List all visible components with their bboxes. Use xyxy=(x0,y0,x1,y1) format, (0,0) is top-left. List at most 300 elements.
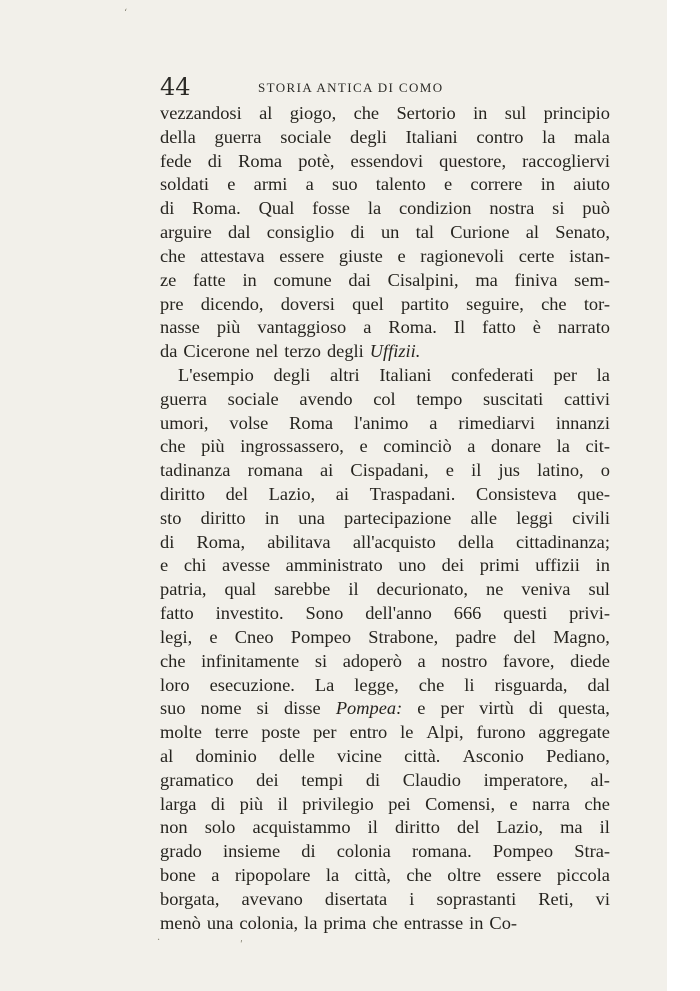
word: nome xyxy=(200,698,242,719)
word: amministrato xyxy=(285,555,383,576)
word: veniva xyxy=(521,579,571,600)
word: ma xyxy=(475,269,498,290)
word: degli xyxy=(326,341,364,362)
word: fatte xyxy=(193,269,226,290)
paper-speck: ʹ xyxy=(240,940,243,951)
word: e xyxy=(509,793,518,814)
word: all'acquisto xyxy=(352,531,436,552)
word: e xyxy=(397,245,406,266)
word: esecuzione. xyxy=(209,674,295,695)
word: delle xyxy=(279,745,315,766)
word: avendo xyxy=(299,388,353,409)
word: gramatico xyxy=(160,769,234,790)
word: ai xyxy=(335,484,350,504)
text-line xyxy=(160,483,610,507)
word: la xyxy=(596,364,610,385)
word: diritto xyxy=(160,484,205,504)
word: di xyxy=(207,150,223,171)
word: jus xyxy=(498,460,520,481)
word: potè, xyxy=(298,150,335,171)
word: aggregate xyxy=(538,722,610,743)
word: cittadinanza; xyxy=(516,531,610,552)
word: Roma xyxy=(238,150,283,171)
word: La xyxy=(314,674,335,695)
word: raccogliervi xyxy=(522,150,610,171)
paper-speck: ʻ xyxy=(124,8,128,19)
word: più xyxy=(201,436,225,457)
word: di xyxy=(210,793,226,814)
word: Traspadani. xyxy=(369,484,456,504)
text-line xyxy=(160,578,610,602)
word: Strabone, xyxy=(368,626,439,647)
word: imperatore, xyxy=(483,769,568,790)
text-line xyxy=(160,816,610,840)
word: guerra xyxy=(214,126,262,147)
word: piccola xyxy=(556,865,610,885)
word: Roma xyxy=(289,412,334,433)
word: consiglio xyxy=(266,222,335,243)
word: donare xyxy=(491,436,542,457)
text-line xyxy=(160,793,610,817)
page-number: 44 xyxy=(160,73,191,101)
text-line xyxy=(160,102,610,126)
word: solo xyxy=(204,817,236,838)
word: di xyxy=(365,769,381,790)
word: seguire, xyxy=(466,293,524,314)
word: essendovi xyxy=(350,150,424,171)
word: Alpi, xyxy=(426,722,464,743)
word: guerra xyxy=(160,388,207,409)
word: che xyxy=(353,103,380,123)
word: le xyxy=(400,722,414,743)
word: Co- xyxy=(489,912,518,933)
word: avevano xyxy=(241,888,303,909)
word: Pediano, xyxy=(546,745,610,766)
word: il xyxy=(277,793,288,814)
word: da xyxy=(160,341,178,362)
word: disertata xyxy=(324,888,388,909)
word: cit- xyxy=(585,436,610,457)
word: doversi xyxy=(280,293,335,314)
word: è xyxy=(532,317,541,338)
word: di xyxy=(160,198,175,219)
word: in xyxy=(264,507,280,528)
word: latino, xyxy=(537,460,584,481)
word: al xyxy=(160,745,174,766)
word: di xyxy=(160,531,175,552)
word: Cisalpini, xyxy=(387,269,459,290)
text-line xyxy=(160,602,610,626)
word: del xyxy=(456,817,480,838)
word: in xyxy=(595,555,610,576)
word: che xyxy=(372,912,398,933)
text-line xyxy=(160,697,610,721)
word: che xyxy=(160,650,186,671)
word: a xyxy=(211,865,220,885)
word: Sono xyxy=(305,603,344,624)
word: della xyxy=(458,531,494,552)
word: privi- xyxy=(569,603,610,624)
word: del xyxy=(225,484,249,504)
word: acquistammo xyxy=(252,817,351,838)
word: si xyxy=(314,650,328,671)
word: privilegio xyxy=(302,793,374,814)
text-line xyxy=(160,864,610,888)
word: o xyxy=(600,460,610,481)
word: disse xyxy=(283,698,321,719)
text-line xyxy=(160,840,610,864)
word: condizion xyxy=(398,198,472,219)
word: Il xyxy=(453,317,466,338)
word: investito. xyxy=(215,603,284,624)
word: Consisteva xyxy=(475,484,557,504)
word: Cispadani, xyxy=(350,460,429,481)
word: che xyxy=(418,674,445,695)
word: che xyxy=(584,793,610,814)
word: la xyxy=(542,126,556,147)
text-line xyxy=(160,507,610,531)
word: Stra- xyxy=(574,841,610,862)
word: confederati xyxy=(451,364,534,385)
word: che xyxy=(541,293,567,314)
word: Italiani xyxy=(379,364,432,385)
text-line xyxy=(160,150,610,174)
word: e xyxy=(417,698,426,719)
word: uno xyxy=(398,555,426,576)
word: quel xyxy=(352,293,384,314)
text-line xyxy=(160,388,610,412)
word: suo xyxy=(160,698,186,719)
word: uffizii xyxy=(535,555,580,576)
word: entrasse xyxy=(403,912,464,933)
text-line xyxy=(160,531,610,555)
word: partecipazione xyxy=(344,507,452,528)
word: dai xyxy=(348,269,371,290)
word: vantaggioso xyxy=(257,317,347,338)
page-edge xyxy=(667,0,700,991)
word: Italiani xyxy=(405,126,458,147)
word: fede xyxy=(160,150,192,171)
word: suo xyxy=(331,174,358,195)
text-line xyxy=(160,269,610,293)
text-line xyxy=(160,364,610,388)
word: a xyxy=(429,412,438,433)
word: Pompeo xyxy=(290,626,352,647)
word: sociale xyxy=(280,126,332,147)
text-line xyxy=(160,626,610,650)
word: la xyxy=(304,912,318,933)
word: più xyxy=(239,793,264,814)
word: certe xyxy=(518,245,555,266)
word: essere xyxy=(279,245,325,266)
word: sarebbe xyxy=(274,579,331,600)
word: legge, xyxy=(354,674,399,695)
word: comune xyxy=(273,269,332,290)
text-line xyxy=(160,293,610,317)
word: tor- xyxy=(583,293,610,314)
word: colonia, xyxy=(239,912,299,933)
word: Qual xyxy=(258,198,295,219)
word: e xyxy=(445,460,454,481)
word: di xyxy=(528,698,544,719)
word: sem- xyxy=(574,269,610,290)
word: giogo, xyxy=(289,103,337,123)
word: per xyxy=(553,364,577,385)
word: fosse xyxy=(312,198,350,219)
word: può xyxy=(582,198,610,219)
word: fatto xyxy=(160,603,194,624)
word: armi xyxy=(253,174,288,195)
word: degli xyxy=(350,126,387,147)
word: pei xyxy=(388,793,411,814)
word: oltre xyxy=(447,865,481,885)
word: non xyxy=(160,817,188,838)
word: favore, xyxy=(502,650,555,671)
word: li xyxy=(464,674,475,695)
word: dal xyxy=(228,222,251,243)
word: aiuto xyxy=(573,174,610,195)
text-line xyxy=(160,221,610,245)
word: l'animo xyxy=(353,412,409,433)
word: sto xyxy=(160,507,182,528)
word: Comensi, xyxy=(425,793,496,814)
word: vi xyxy=(595,888,610,909)
word: dei xyxy=(441,555,465,576)
word: pre xyxy=(160,293,184,314)
word: talento xyxy=(375,174,426,195)
word: partito xyxy=(400,293,449,314)
word: Lazio, xyxy=(268,484,316,504)
word: a xyxy=(305,174,314,195)
text-line xyxy=(160,745,610,769)
word: ripopolare xyxy=(234,865,311,885)
word: terre xyxy=(214,722,249,743)
word: innanzi xyxy=(555,412,610,433)
word: primi xyxy=(479,555,520,576)
word: colonia xyxy=(336,841,391,862)
word: cattivi xyxy=(563,388,610,409)
word: umori, xyxy=(160,412,209,433)
word: Roma. xyxy=(388,317,437,338)
word: contro xyxy=(476,126,524,147)
word: fatto xyxy=(482,317,516,338)
word: nostra xyxy=(489,198,535,219)
word: Asconio xyxy=(462,745,524,766)
word: a xyxy=(363,317,372,338)
word: mala xyxy=(574,126,610,147)
text-line xyxy=(160,197,610,221)
word: adoperò xyxy=(342,650,402,671)
word: avesse xyxy=(221,555,270,576)
word: grado xyxy=(160,841,202,862)
word: un xyxy=(380,222,400,243)
word: più xyxy=(216,317,241,338)
word: ragionevoli xyxy=(420,245,505,266)
word: suscitati xyxy=(483,388,544,409)
word: città, xyxy=(354,865,391,885)
word: la xyxy=(325,865,340,885)
word: insieme xyxy=(222,841,281,862)
word: nasse xyxy=(160,317,200,338)
word: Magno, xyxy=(553,626,610,647)
word: il xyxy=(348,579,359,600)
text-line xyxy=(160,459,610,483)
word: al xyxy=(525,222,540,243)
word: sociale xyxy=(227,388,279,409)
word: Roma, xyxy=(196,531,246,552)
word: risguarda, xyxy=(494,674,568,695)
word: la xyxy=(556,436,570,457)
word: romana. xyxy=(411,841,472,862)
word: patria, xyxy=(160,579,207,600)
text-line xyxy=(160,173,610,197)
word: leggi xyxy=(516,507,553,528)
word: che xyxy=(160,245,186,266)
word: dominio xyxy=(195,745,257,766)
word: istan- xyxy=(569,245,610,266)
text-line xyxy=(160,435,610,459)
word: diritto xyxy=(200,507,246,528)
word: in xyxy=(469,912,484,933)
word: Cneo xyxy=(234,626,274,647)
word: una xyxy=(298,507,325,528)
word: que- xyxy=(577,484,610,504)
word: Cicerone xyxy=(183,341,250,362)
word: ai xyxy=(319,460,334,481)
word: per xyxy=(440,698,465,719)
word: padre xyxy=(455,626,497,647)
word: per xyxy=(313,722,337,743)
word: principio xyxy=(543,103,610,123)
word: sul xyxy=(504,103,527,123)
running-title: STORIA ANTICA DI COMO xyxy=(258,80,444,95)
word: il xyxy=(367,817,378,838)
word: la xyxy=(367,198,382,219)
word: Roma. xyxy=(192,198,241,219)
word: loro xyxy=(160,674,190,695)
text-line xyxy=(160,412,610,436)
word: narrato xyxy=(557,317,610,338)
word: nel xyxy=(255,341,279,362)
word: dal xyxy=(587,674,610,695)
word: civili xyxy=(572,507,610,528)
word: infinitamente xyxy=(201,650,300,671)
word: Pompeo xyxy=(492,841,554,862)
word: chi xyxy=(183,555,207,576)
word: terzo xyxy=(284,341,321,362)
word: di xyxy=(301,841,316,862)
word: Claudio xyxy=(402,769,461,790)
word: altri xyxy=(330,364,360,385)
word: arguire xyxy=(160,222,212,243)
text-line xyxy=(160,888,610,912)
text-line xyxy=(160,316,610,340)
word: Lazio, xyxy=(496,817,544,838)
word: ma xyxy=(560,817,583,838)
word: questore, xyxy=(439,150,507,171)
word: della xyxy=(160,126,196,147)
word: legi, xyxy=(160,626,193,647)
word: Reti, xyxy=(538,888,574,909)
word: Pompea: xyxy=(335,698,403,719)
text-line xyxy=(160,554,610,578)
word: i xyxy=(409,888,415,909)
text-line xyxy=(160,650,610,674)
word: Uffizii. xyxy=(369,341,421,362)
word: dicendo, xyxy=(200,293,264,314)
word: borgata, xyxy=(160,888,220,909)
word: dell'anno xyxy=(365,603,432,624)
word: in xyxy=(540,174,555,195)
word: e xyxy=(359,436,368,457)
word: vicine xyxy=(336,745,382,766)
word: tal xyxy=(415,222,434,243)
word: si xyxy=(552,198,565,219)
word: entro xyxy=(349,722,388,743)
word: ze xyxy=(160,269,177,290)
word: tempo xyxy=(416,388,463,409)
word: Sertorio xyxy=(396,103,456,123)
word: dei xyxy=(256,769,279,790)
word: del xyxy=(513,626,536,647)
word: volse xyxy=(229,412,269,433)
word: e xyxy=(444,174,453,195)
word: rimediarvi xyxy=(458,412,535,433)
word: una xyxy=(206,912,234,933)
word: nostro xyxy=(441,650,488,671)
word: a xyxy=(467,436,476,457)
word: questa, xyxy=(558,698,610,719)
word: in xyxy=(473,103,488,123)
text-line xyxy=(160,674,610,698)
word: col xyxy=(373,388,396,409)
word: che xyxy=(406,865,432,885)
word: molte xyxy=(160,722,202,743)
text-line xyxy=(160,721,610,745)
word: vezzandosi xyxy=(160,103,242,123)
word: decurionato, xyxy=(376,579,469,600)
word: alle xyxy=(470,507,497,528)
word: questi xyxy=(503,603,548,624)
word: che xyxy=(160,436,186,457)
word: al- xyxy=(590,769,610,790)
word: ingrossassero, xyxy=(240,436,344,457)
text-line xyxy=(160,126,610,150)
word: poste xyxy=(261,722,301,743)
text-line xyxy=(160,912,610,936)
word: tadinanza xyxy=(160,460,231,481)
text-line xyxy=(160,769,610,793)
word: virtù xyxy=(479,698,514,719)
word: L'esempio xyxy=(178,364,254,385)
word: diede xyxy=(570,650,610,671)
text-line xyxy=(160,340,610,364)
word: essere xyxy=(496,865,542,885)
word: abilitava xyxy=(267,531,331,552)
word: il xyxy=(599,817,610,838)
word: romana xyxy=(247,460,303,481)
word: ne xyxy=(486,579,504,600)
word: tempi xyxy=(301,769,344,790)
word: diritto xyxy=(394,817,440,838)
word: correre xyxy=(470,174,523,195)
word: 666 xyxy=(453,603,482,624)
word: degli xyxy=(273,364,311,385)
word: Senato, xyxy=(555,222,610,243)
word: sul xyxy=(588,579,610,600)
word: in xyxy=(242,269,257,290)
word: giuste xyxy=(338,245,383,266)
